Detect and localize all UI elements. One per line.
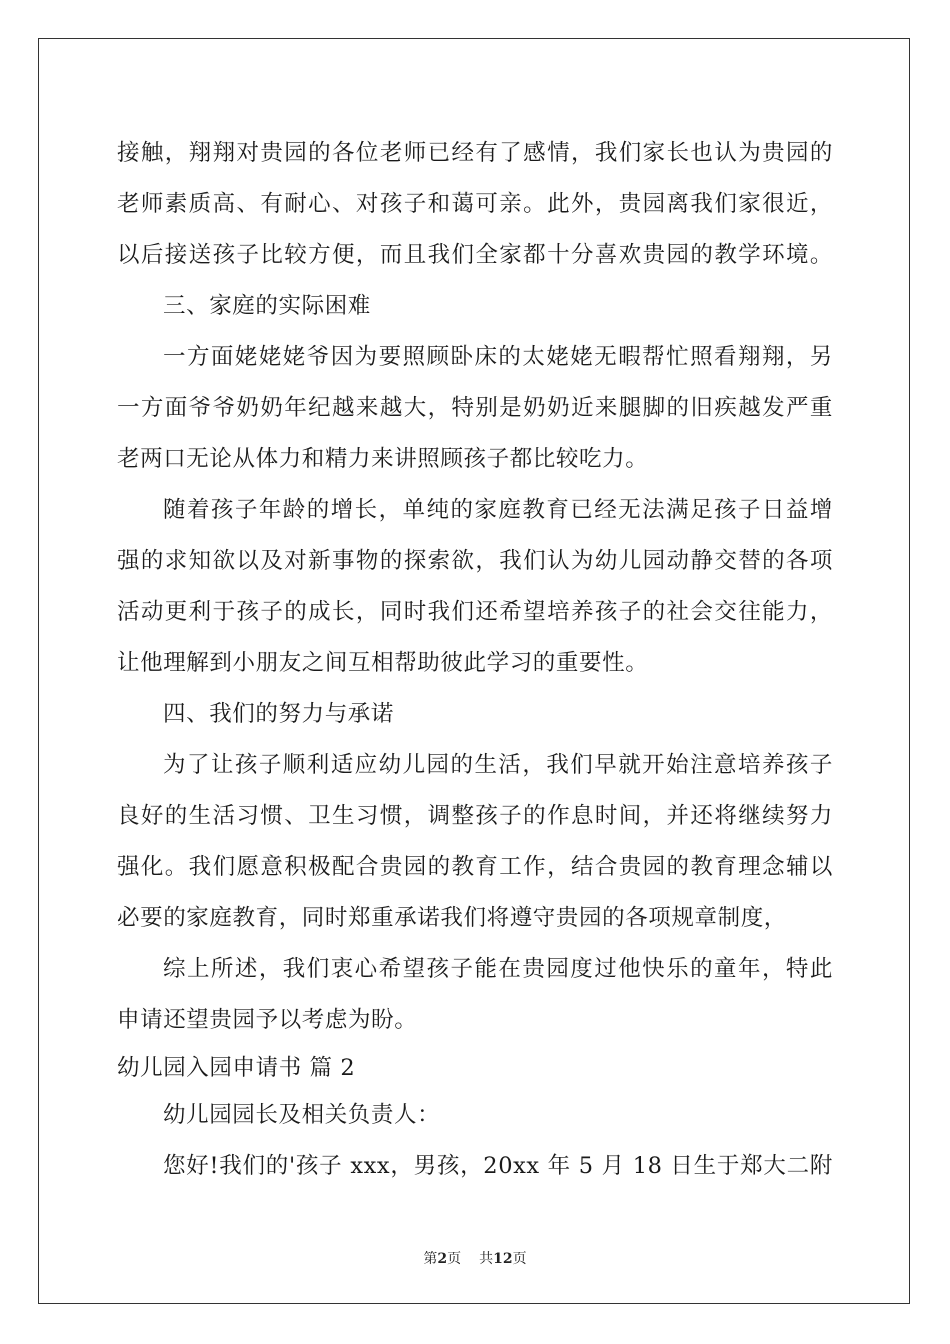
paragraph-line: 活动更利于孩子的成长，同时我们还希望培养孩子的社会交往能力，: [117, 599, 833, 625]
paragraph-line: 必要的家庭教育，同时郑重承诺我们将遵守贵园的各项规章制度，: [117, 905, 787, 931]
page-label-suffix: 页: [447, 1251, 462, 1267]
paragraph-line: 您好!我们的'孩子 xxx，男孩，20xx 年 5 月 18 日生于郑大二附: [163, 1153, 833, 1179]
current-page-number: 2: [437, 1251, 448, 1267]
document-body: [117, 128, 833, 1192]
paragraph-line: 一方面爷爷奶奶年纪越来越大，特别是奶奶近来腿脚的旧疾越发严重: [117, 395, 833, 421]
page-label-prefix: 第: [423, 1251, 438, 1267]
section-heading: 四、我们的努力与承诺: [163, 701, 395, 727]
paragraph-line: 接触，翔翔对贵园的各位老师已经有了感情，我们家长也认为贵园的: [117, 140, 833, 166]
total-page-count: 12: [493, 1251, 513, 1267]
total-label-suffix: 页: [512, 1251, 527, 1267]
paragraph-line: 让他理解到小朋友之间互相帮助彼此学习的重要性。: [117, 650, 649, 676]
paragraph-line: 随着孩子年龄的增长，单纯的家庭教育已经无法满足孩子日益增: [163, 497, 833, 523]
total-label-prefix: 共: [479, 1251, 494, 1267]
paragraph-line: 申请还望贵园予以考虑为盼。: [117, 1007, 418, 1033]
page-number-footer: [0, 1248, 950, 1268]
paragraph-line: 强的求知欲以及对新事物的探索欲，我们认为幼儿园动静交替的各项: [117, 548, 833, 574]
paragraph-line: 一方面姥姥姥爷因为要照顾卧床的太姥姥无暇帮忙照看翔翔，另: [163, 344, 833, 370]
paragraph-line: 综上所述，我们衷心希望孩子能在贵园度过他快乐的童年，特此: [163, 956, 833, 982]
paragraph-line: 为了让孩子顺利适应幼儿园的生活，我们早就开始注意培养孩子: [163, 752, 833, 778]
salutation: 幼儿园园长及相关负责人：: [163, 1102, 441, 1128]
paragraph-line: 老师素质高、有耐心、对孩子和蔼可亲。此外，贵园离我们家很近，: [117, 191, 833, 217]
section-heading: 三、家庭的实际困难: [163, 293, 371, 319]
paragraph-line: 良好的生活习惯、卫生习惯，调整孩子的作息时间，并还将继续努力: [117, 803, 833, 829]
paragraph-line: 老两口无论从体力和精力来讲照顾孩子都比较吃力。: [117, 446, 649, 472]
article-title: 幼儿园入园申请书 篇 2: [117, 1055, 356, 1081]
paragraph-line: 以后接送孩子比较方便，而且我们全家都十分喜欢贵园的教学环境。: [117, 242, 833, 268]
paragraph-line: 强化。我们愿意积极配合贵园的教育工作，结合贵园的教育理念辅以: [117, 854, 833, 880]
